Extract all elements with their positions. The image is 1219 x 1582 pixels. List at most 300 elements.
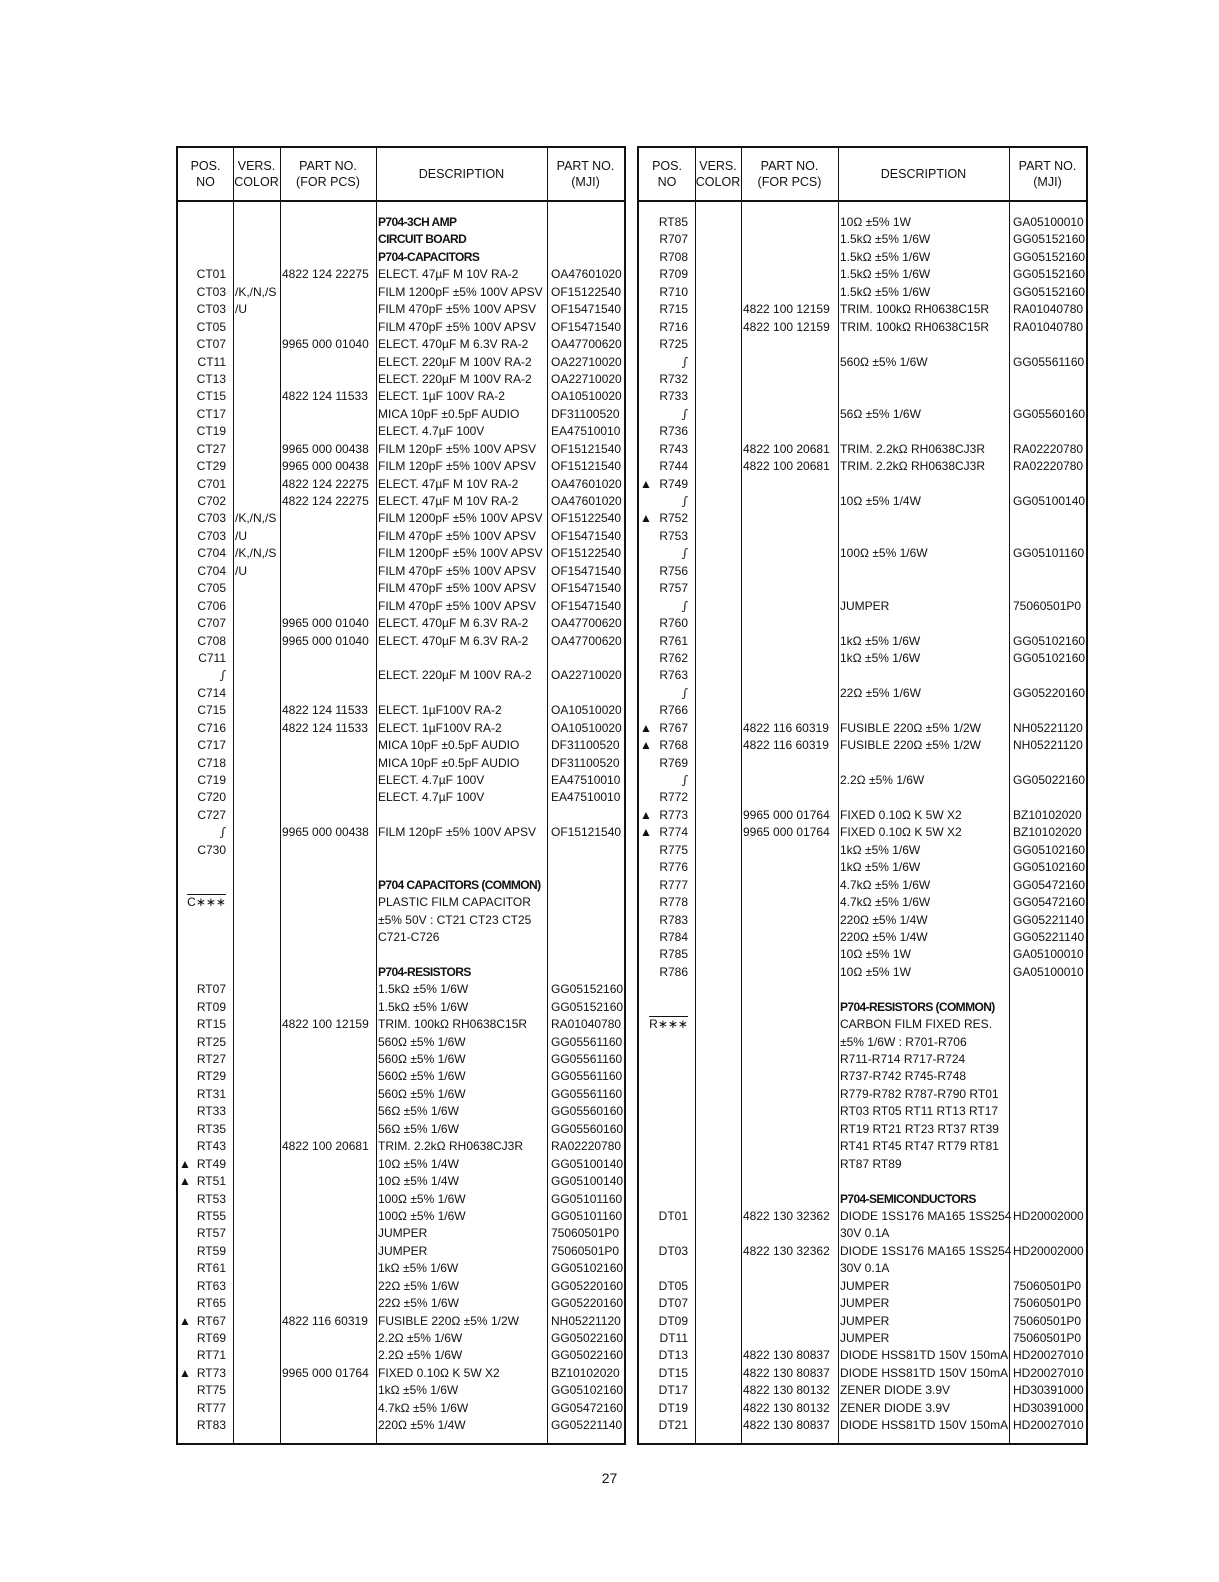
cell-mji: HD30391000 (1013, 1383, 1084, 1398)
table-row (639, 301, 1086, 318)
cell-mji: OA10510020 (551, 720, 622, 735)
cell-pcs: 9965 000 01040 (282, 337, 369, 352)
table-row (178, 284, 624, 301)
cell-desc: 220Ω ±5% 1/4W (378, 1418, 466, 1433)
table-row (178, 1313, 624, 1330)
table-row (178, 859, 624, 876)
parts-table-left (176, 146, 626, 1445)
cell-desc: 560Ω ±5% 1/6W (840, 354, 928, 369)
cell-pcs: 9965 000 00438 (282, 825, 369, 840)
table-row (639, 685, 1086, 702)
table-row (639, 1278, 1086, 1295)
cell-mji: 75060501P0 (1013, 1313, 1082, 1328)
table-row (639, 877, 1086, 894)
cell-desc: RT87 RT89 (840, 1156, 902, 1171)
cell-desc: FUSIBLE 220Ω ±5% 1/2W (378, 1313, 519, 1328)
cell-pos: C715 (197, 703, 226, 718)
cell-pos: RT63 (196, 1278, 226, 1293)
cell-desc: DIODE HSS81TD 150V 150mA (840, 1348, 1009, 1363)
cell-desc: 1kΩ ±5% 1/6W (840, 633, 921, 648)
cell-mji: GG05152160 (1013, 232, 1086, 247)
table-row (639, 1295, 1086, 1312)
cell-pos: DT03 (658, 1243, 688, 1258)
table-row (639, 563, 1086, 580)
table-row (178, 1121, 624, 1138)
cell-desc: TRIM. 100kΩ RH0638C15R (840, 319, 990, 334)
cell-pos: ∫ (681, 685, 688, 700)
table-header (639, 148, 1086, 202)
table-row (178, 964, 624, 981)
cell-pcs: 4822 100 12159 (743, 319, 830, 334)
table-row (639, 1086, 1086, 1103)
table-row (178, 1295, 624, 1312)
table-body (639, 214, 1086, 1435)
cell-desc: JUMPER (840, 1296, 890, 1311)
table-row (639, 720, 1086, 737)
cell-mji: OF15122540 (551, 284, 622, 299)
cell-desc: ELECT. 47µF M 10V RA-2 (378, 476, 519, 491)
cell-pos: DT15 (658, 1365, 688, 1380)
cell-pos: RT71 (196, 1348, 226, 1363)
table-row (639, 772, 1086, 789)
cell-pos: CT03 (196, 302, 226, 317)
table-row (178, 1243, 624, 1260)
table-row (178, 1034, 624, 1051)
cell-desc: FIXED 0.10Ω K 5W X2 (840, 807, 962, 822)
cell-pcs: 4822 130 80837 (743, 1418, 830, 1433)
header-description: DESCRIPTION (880, 167, 967, 181)
cell-mji: HD20027010 (1013, 1365, 1084, 1380)
table-row (639, 1034, 1086, 1051)
table-row (639, 1138, 1086, 1155)
cell-desc: MICA 10pF ±0.5pF AUDIO (378, 406, 520, 421)
cell-mji: GG05100140 (551, 1156, 624, 1171)
cell-desc: 560Ω ±5% 1/6W (378, 1069, 466, 1084)
cell-desc: TRIM. 2.2kΩ RH0638CJ3R (840, 459, 986, 474)
table-row (639, 458, 1086, 475)
table-row (178, 1173, 624, 1190)
cell-mji: BZ10102020 (551, 1365, 620, 1380)
table-row (639, 1208, 1086, 1225)
table-row (639, 1156, 1086, 1173)
cell-desc: ELECT. 47µF M 10V RA-2 (378, 267, 519, 282)
table-row (178, 545, 624, 562)
cell-desc: FILM 470pF ±5% 100V APSV (378, 581, 537, 596)
table-row (178, 981, 624, 998)
cell-pos: CT15 (196, 389, 226, 404)
cell-desc: 1.5kΩ ±5% 1/6W (378, 999, 469, 1014)
table-row (639, 1103, 1086, 1120)
cell-pos: R776 (659, 860, 688, 875)
cell-mji: OF15122540 (551, 511, 622, 526)
table-row (178, 1191, 624, 1208)
header-pos: POS. NO (190, 159, 221, 189)
table-row (178, 1382, 624, 1399)
cell-desc: DIODE 1SS176 MA165 1SS254 (840, 1243, 1012, 1258)
cell-desc: 4.7kΩ ±5% 1/6W (840, 895, 931, 910)
cell-desc: 100Ω ±5% 1/6W (840, 546, 928, 561)
cell-pos: ∫ (681, 598, 688, 613)
table-row (639, 249, 1086, 266)
cell-pos: R725 (659, 337, 688, 352)
table-row (178, 633, 624, 650)
table-row (639, 231, 1086, 248)
cell-pos: RT31 (196, 1086, 226, 1101)
cell-mji: DF31100520 (551, 738, 620, 753)
table-row (178, 685, 624, 702)
cell-desc: P704-SEMICONDUCTORS (840, 1191, 976, 1206)
cell-desc: P704-RESISTORS (378, 964, 471, 979)
cell-desc: TRIM. 100kΩ RH0638C15R (840, 302, 990, 317)
table-row (639, 1173, 1086, 1190)
cell-pos: R744 (659, 459, 688, 474)
cell-desc: 10Ω ±5% 1/4W (840, 494, 921, 508)
cell-pos: RT09 (196, 999, 226, 1014)
cell-desc: 2.2Ω ±5% 1/6W (840, 773, 925, 787)
cell-pos: C∗∗∗ (187, 895, 226, 910)
cell-desc: 560Ω ±5% 1/6W (378, 1052, 466, 1066)
table-row (639, 1382, 1086, 1399)
table-row (639, 807, 1086, 824)
table-row (639, 1313, 1086, 1330)
cell-mji: 75060501P0 (1013, 1278, 1082, 1293)
cell-pos: R∗∗∗ (649, 1017, 688, 1032)
cell-pos: DT19 (658, 1400, 688, 1415)
cell-mji: GG05560160 (551, 1104, 624, 1119)
cell-mji: GG05220160 (551, 1278, 624, 1293)
cell-pos: RT75 (196, 1383, 226, 1398)
cell-pos: RT57 (196, 1226, 226, 1241)
table-row (178, 737, 624, 754)
cell-pos: DT11 (659, 1331, 688, 1345)
cell-pcs: 4822 130 80132 (743, 1383, 830, 1398)
cell-mji: GG05102160 (551, 1383, 624, 1398)
cell-pos: RT85 (658, 215, 688, 229)
cell-desc: P704-3CH AMP (378, 215, 457, 229)
table-row (639, 284, 1086, 301)
cell-pos: C711 (198, 650, 226, 665)
table-row (639, 737, 1086, 754)
table-row (178, 650, 624, 667)
warning-icon: ▲ (640, 476, 652, 491)
cell-desc: 100Ω ±5% 1/6W (378, 1191, 466, 1206)
cell-desc: 1.5kΩ ±5% 1/6W (840, 267, 931, 282)
cell-pos: CT03 (196, 284, 226, 299)
cell-mji: OA47601020 (551, 494, 622, 508)
table-row (639, 336, 1086, 353)
cell-pos: R749 (659, 476, 688, 491)
cell-mji: OF15471540 (551, 319, 622, 334)
cell-mji: OF15121540 (551, 441, 622, 456)
cell-desc: FILM 120pF ±5% 100V APSV (378, 441, 537, 456)
table-row (178, 789, 624, 806)
cell-pcs: 9965 000 01040 (282, 616, 369, 631)
table-row (639, 929, 1086, 946)
cell-pos: R773 (659, 807, 688, 822)
cell-desc: 1kΩ ±5% 1/6W (840, 842, 921, 857)
cell-mji: OF15121540 (551, 459, 622, 474)
cell-desc: 10Ω ±5% 1W (840, 964, 911, 979)
cell-pos: R708 (659, 249, 688, 264)
cell-desc: JUMPER (840, 1331, 890, 1345)
cell-pos: RT43 (196, 1139, 226, 1154)
cell-desc: FILM 1200pF ±5% 100V APSV (378, 284, 543, 299)
cell-mji: GG05022160 (551, 1331, 624, 1345)
cell-pcs: 4822 100 20681 (743, 441, 830, 456)
table-row (639, 406, 1086, 423)
cell-pos: R762 (659, 650, 688, 665)
cell-mji: HD20002000 (1013, 1243, 1084, 1258)
cell-desc: ±5% 1/6W : R701-R706 (840, 1034, 967, 1049)
cell-mji: OA47700620 (551, 337, 622, 352)
cell-desc: FILM 470pF ±5% 100V APSV (378, 563, 537, 578)
cell-mji: OA22710020 (551, 668, 622, 683)
cell-pos: R752 (659, 511, 688, 526)
table-row (639, 824, 1086, 841)
cell-vers: /K,/N,/S (235, 511, 277, 526)
cell-pcs: 9965 000 01764 (743, 825, 830, 840)
cell-desc: 10Ω ±5% 1/4W (378, 1156, 459, 1171)
cell-desc: DIODE HSS81TD 150V 150mA (840, 1418, 1009, 1433)
warning-icon: ▲ (640, 738, 652, 753)
cell-desc: RT41 RT45 RT47 RT79 RT81 (840, 1139, 999, 1154)
cell-pos: R766 (659, 703, 688, 718)
cell-desc: 56Ω ±5% 1/6W (378, 1121, 459, 1136)
cell-pos: R767 (659, 720, 688, 735)
table-row (639, 755, 1086, 772)
cell-pos: CT29 (196, 459, 226, 474)
cell-desc: FILM 1200pF ±5% 100V APSV (378, 546, 543, 561)
table-row (178, 476, 624, 493)
cell-desc: 4.7kΩ ±5% 1/6W (840, 877, 931, 892)
cell-mji: GG05100140 (1013, 494, 1086, 508)
cell-mji: BZ10102020 (1013, 807, 1082, 822)
table-row (178, 1156, 624, 1173)
cell-pos: ∫ (681, 354, 688, 369)
cell-pos: RT35 (196, 1121, 226, 1136)
cell-desc: 10Ω ±5% 1W (840, 215, 911, 229)
table-row (178, 319, 624, 336)
cell-pos: C727 (197, 807, 226, 822)
cell-pos: C716 (197, 720, 226, 735)
table-row (639, 528, 1086, 545)
table-row (178, 894, 624, 911)
cell-pcs: 4822 124 11533 (282, 389, 368, 404)
cell-pos: DT01 (658, 1208, 688, 1223)
cell-pos: R778 (659, 895, 688, 910)
cell-desc: ELECT. 1µF100V RA-2 (378, 703, 502, 718)
cell-mji: HD20002000 (1013, 1208, 1084, 1223)
cell-mji: GG05221140 (1013, 912, 1085, 927)
cell-vers: /U (235, 563, 247, 578)
cell-desc: R737-R742 R745-R748 (840, 1069, 967, 1084)
cell-desc: 22Ω ±5% 1/6W (378, 1278, 459, 1293)
cell-pos: C714 (197, 685, 226, 700)
cell-desc: 22Ω ±5% 1/6W (840, 685, 921, 700)
cell-pos: C704 (197, 563, 226, 578)
cell-desc: FILM 470pF ±5% 100V APSV (378, 302, 537, 317)
table-row (178, 1225, 624, 1242)
table-row (178, 266, 624, 283)
cell-desc: CARBON FILM FIXED RES. (840, 1017, 993, 1032)
table-row (178, 999, 624, 1016)
warning-icon: ▲ (179, 1174, 191, 1189)
cell-mji: GG05152160 (1013, 267, 1086, 282)
cell-mji: GG05220160 (551, 1296, 624, 1311)
cell-pos: R783 (659, 912, 688, 927)
cell-mji: GG05221140 (551, 1418, 623, 1433)
cell-desc: 220Ω ±5% 1/4W (840, 912, 928, 927)
cell-desc: TRIM. 2.2kΩ RH0638CJ3R (378, 1139, 524, 1154)
warning-icon: ▲ (640, 511, 652, 526)
cell-pos: CT07 (196, 337, 226, 352)
cell-pos: DT17 (658, 1383, 688, 1398)
warning-icon: ▲ (640, 807, 652, 822)
table-row (178, 1208, 624, 1225)
table-row (639, 545, 1086, 562)
table-row (178, 1278, 624, 1295)
cell-pos: DT05 (658, 1278, 688, 1293)
table-row (639, 946, 1086, 963)
cell-mji: GG05561160 (551, 1034, 623, 1049)
warning-icon: ▲ (179, 1365, 191, 1380)
cell-mji: RA01040780 (551, 1017, 622, 1032)
cell-pos: R786 (659, 964, 688, 979)
cell-pos: R774 (659, 825, 688, 840)
header-part-mji: PART NO. (MJI) (1018, 159, 1077, 189)
cell-pcs: 4822 130 32362 (743, 1243, 830, 1258)
cell-pos: R775 (659, 842, 688, 857)
table-row (639, 266, 1086, 283)
table-row (639, 598, 1086, 615)
cell-pcs: 9965 000 01764 (282, 1365, 369, 1380)
table-row (178, 755, 624, 772)
table-row (639, 842, 1086, 859)
table-row (178, 214, 624, 231)
cell-pos: CT13 (196, 371, 226, 386)
cell-pos: ∫ (681, 773, 688, 787)
cell-pos: C708 (197, 633, 226, 648)
table-row (639, 894, 1086, 911)
cell-pos: RT27 (196, 1052, 226, 1066)
table-row (178, 877, 624, 894)
header-part-mji: PART NO. (MJI) (556, 159, 615, 189)
cell-pos: DT07 (658, 1296, 688, 1311)
table-row (178, 1347, 624, 1364)
table-row (178, 1086, 624, 1103)
cell-desc: ELECT. 4.7µF 100V (378, 790, 485, 805)
cell-desc: 560Ω ±5% 1/6W (378, 1086, 466, 1101)
table-row (639, 510, 1086, 527)
cell-desc: 1kΩ ±5% 1/6W (840, 860, 921, 875)
cell-pcs: 9965 000 00438 (282, 441, 369, 456)
cell-desc: 56Ω ±5% 1/6W (840, 406, 921, 421)
cell-pos: C703 (197, 528, 226, 543)
table-row (639, 441, 1086, 458)
table-row (178, 406, 624, 423)
cell-mji: RA02220780 (1013, 459, 1084, 474)
cell-pos: R707 (659, 232, 688, 247)
cell-pos: RT65 (196, 1296, 226, 1311)
cell-desc: 1.5kΩ ±5% 1/6W (840, 232, 931, 247)
cell-pos: RT15 (196, 1017, 226, 1032)
cell-desc: FILM 470pF ±5% 100V APSV (378, 528, 537, 543)
cell-pos: DT21 (658, 1418, 688, 1433)
cell-pos: R715 (659, 302, 688, 317)
cell-desc: FILM 1200pF ±5% 100V APSV (378, 511, 543, 526)
cell-mji: GG05472160 (1013, 877, 1086, 892)
cell-mji: GG05100140 (551, 1174, 624, 1189)
cell-pos: R753 (659, 528, 688, 543)
cell-mji: GG05102160 (1013, 860, 1086, 875)
cell-desc: FILM 120pF ±5% 100V APSV (378, 459, 537, 474)
cell-desc: FIXED 0.10Ω K 5W X2 (840, 825, 962, 840)
cell-desc: ELECT. 4.7µF 100V (378, 424, 485, 439)
cell-desc: P704-CAPACITORS (378, 249, 480, 264)
cell-pos: C720 (197, 790, 226, 805)
cell-pos: RT77 (196, 1400, 226, 1415)
cell-pos: RT67 (196, 1313, 226, 1328)
cell-pos: ∫ (219, 825, 226, 840)
cell-mji: OF15471540 (551, 528, 622, 543)
table-row (178, 1103, 624, 1120)
table-row (639, 1121, 1086, 1138)
cell-pcs: 4822 100 12159 (743, 302, 830, 317)
cell-pos: RT73 (196, 1365, 226, 1380)
table-row (639, 1347, 1086, 1364)
cell-desc: MICA 10pF ±0.5pF AUDIO (378, 738, 520, 753)
cell-desc: ELECT. 220µF M 100V RA-2 (378, 354, 532, 369)
table-row (639, 981, 1086, 998)
cell-mji: GG05560160 (551, 1121, 624, 1136)
cell-pos: R772 (659, 790, 688, 805)
table-row (639, 388, 1086, 405)
cell-desc: 56Ω ±5% 1/6W (378, 1104, 459, 1119)
cell-desc: JUMPER (378, 1243, 428, 1258)
table-row (639, 650, 1086, 667)
cell-pcs: 4822 130 80132 (743, 1400, 830, 1415)
table-row (178, 824, 624, 841)
table-row (178, 615, 624, 632)
cell-pos: CT19 (196, 424, 226, 439)
cell-desc: CIRCUIT BOARD (378, 232, 467, 247)
cell-desc: P704 CAPACITORS (COMMON) (378, 877, 541, 892)
table-row (639, 319, 1086, 336)
cell-mji: RA02220780 (551, 1139, 622, 1154)
cell-pcs: 4822 116 60319 (282, 1313, 368, 1328)
page-number: 27 (601, 1470, 618, 1486)
cell-mji: NH05221120 (1013, 720, 1083, 735)
cell-pos: C704 (197, 546, 226, 561)
table-row (178, 1051, 624, 1068)
cell-mji: GG05022160 (551, 1348, 624, 1363)
cell-pos: DT13 (658, 1348, 688, 1363)
cell-vers: /U (235, 302, 247, 317)
cell-mji: 75060501P0 (551, 1226, 620, 1241)
cell-pcs: 4822 100 12159 (282, 1017, 369, 1032)
cell-desc: ELECT. 1µF100V RA-2 (378, 720, 502, 735)
cell-pos: C717 (197, 738, 226, 753)
cell-mji: GG05102160 (551, 1261, 624, 1276)
cell-mji: HD30391000 (1013, 1400, 1084, 1415)
table-row (639, 1260, 1086, 1277)
table-row (178, 528, 624, 545)
cell-pcs: 9965 000 01764 (743, 807, 830, 822)
cell-pos: C719 (197, 773, 226, 787)
cell-desc: 560Ω ±5% 1/6W (378, 1034, 466, 1049)
cell-mji: OA47601020 (551, 476, 622, 491)
cell-desc: PLASTIC FILM CAPACITOR (378, 895, 531, 910)
